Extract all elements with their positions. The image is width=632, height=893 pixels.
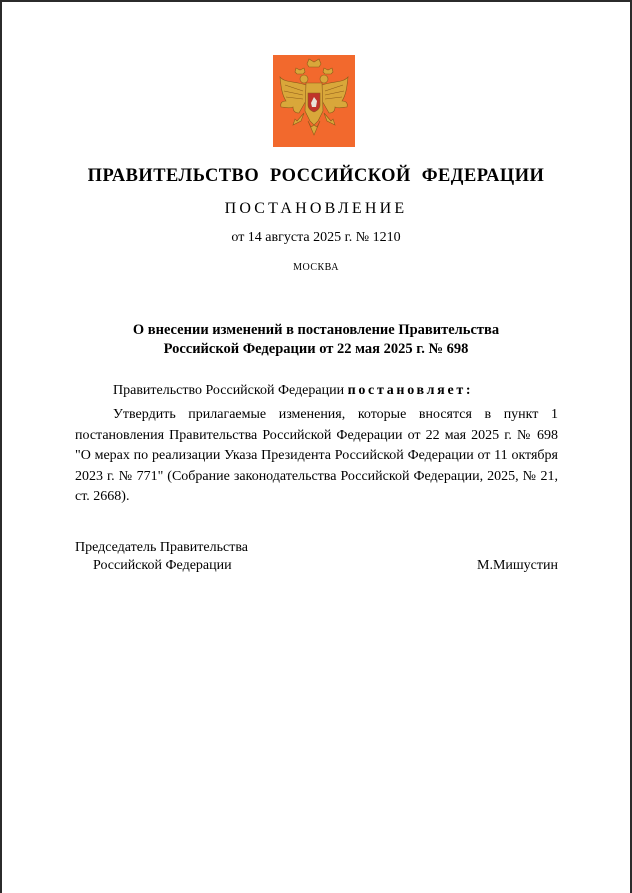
signatory-position-line-1: Председатель Правительства (75, 540, 248, 555)
page-border-left (0, 0, 2, 893)
document-subject (80, 321, 552, 359)
subject-line-1: О внесении изменений в постановление Правительства (132, 322, 500, 338)
signatory-position-line-2: Российской Федерации (93, 558, 232, 573)
decree-intro (113, 383, 473, 399)
signatory-position (75, 539, 248, 575)
government-title: ПРАВИТЕЛЬСТВО РОССИЙСКОЙ ФЕДЕРАЦИИ (87, 165, 545, 186)
coat-of-arms-icon (273, 55, 355, 147)
subject-line-2: Российской Федерации от 22 мая 2025 г. № 698 (163, 341, 469, 357)
document-date-number: от 14 августа 2025 г. № 1210 (231, 230, 401, 245)
signatory-name: М.Мишустин (477, 558, 558, 573)
page-border-top (0, 0, 632, 2)
decree-intro-verb: постановляет: (347, 383, 474, 398)
decree-intro-subject: Правительство Российской Федерации (113, 383, 345, 398)
decree-body-paragraph: Утвердить прилагаемые изменения, которые вносятся в пункт 1 постановления Правительства Российской Федерации от 22 мая 2025 г. № 698 "О мерах по реализации Указа Президента Российской Федерации от 11 октября 2023 г. № 771" (Собрание законодательства Российской Федерации, 2025, № 21, ст. 2668). (75, 407, 558, 504)
document-type: ПОСТАНОВЛЕНИЕ (224, 200, 408, 217)
document-city: МОСКВА (293, 262, 339, 273)
